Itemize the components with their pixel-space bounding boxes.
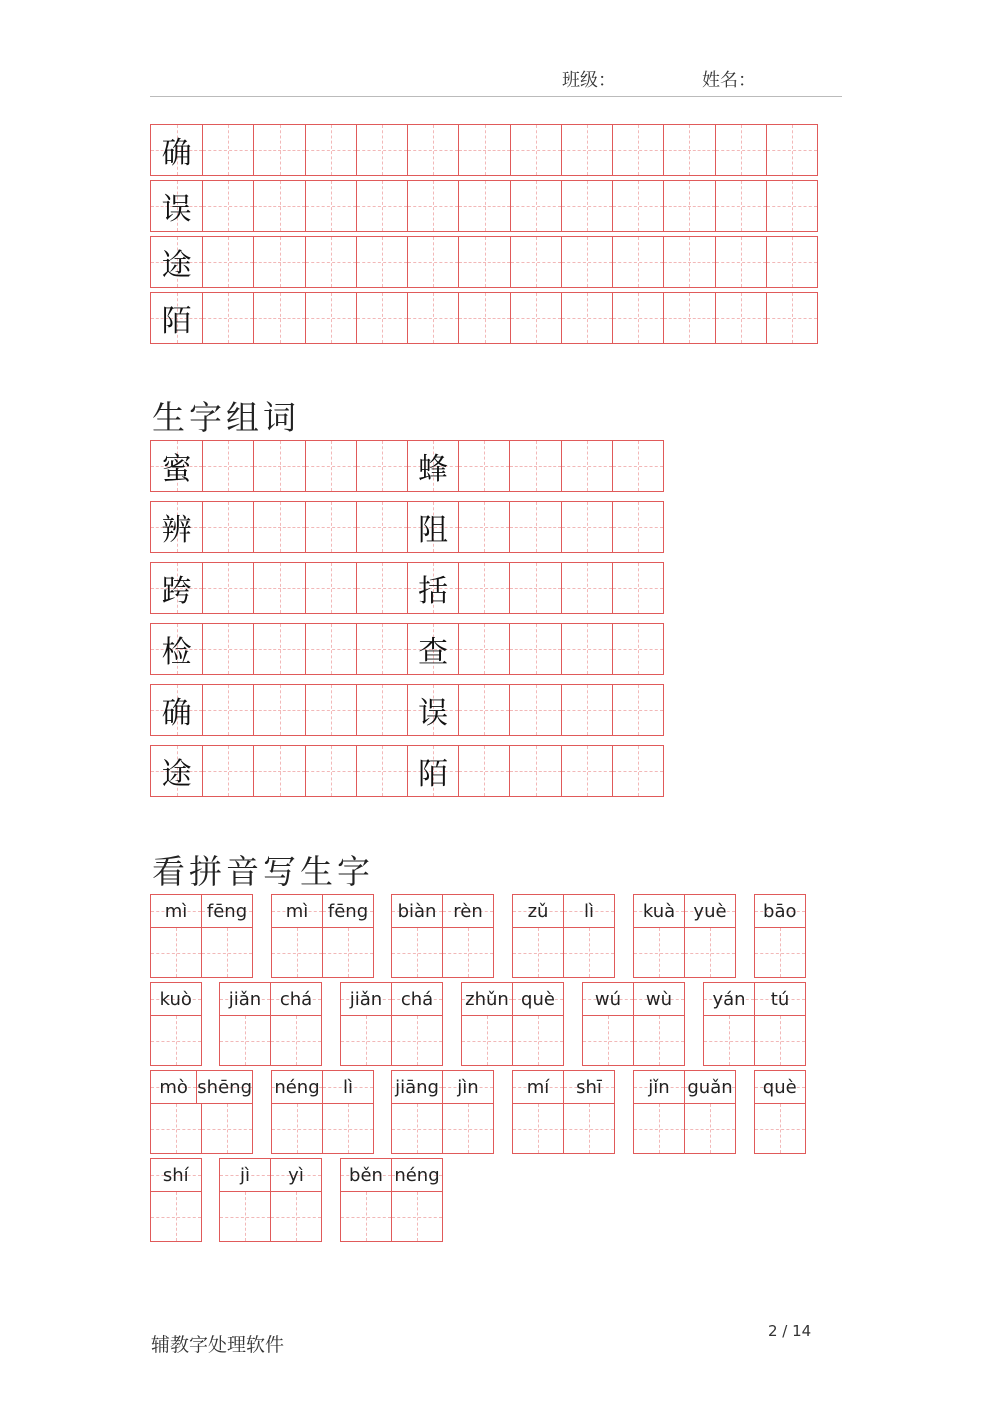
writing-cell[interactable] — [253, 685, 304, 735]
writing-cell[interactable] — [612, 502, 663, 552]
writing-cell[interactable] — [612, 441, 663, 491]
answer-cell[interactable] — [272, 928, 322, 977]
pinyin-label: wú — [583, 983, 633, 1015]
writing-cell[interactable] — [305, 237, 356, 287]
pinyin-label: chá — [270, 983, 321, 1015]
pinyin-label: mò — [151, 1071, 196, 1103]
word-character: 括 — [407, 563, 458, 613]
writing-cell[interactable] — [612, 563, 663, 613]
footer-text: 辅教字处理软件 — [151, 1334, 285, 1356]
word-row — [150, 562, 664, 614]
writing-cell[interactable] — [407, 125, 458, 175]
writing-cell[interactable] — [253, 441, 304, 491]
pinyin-group — [340, 1158, 443, 1242]
pinyin-label: běn — [341, 1159, 391, 1191]
writing-cell[interactable] — [663, 181, 714, 231]
answer-cell[interactable] — [684, 1104, 735, 1153]
writing-cell[interactable] — [766, 181, 817, 231]
writing-cell[interactable] — [356, 125, 407, 175]
pinyin-label: zǔ — [513, 895, 563, 927]
writing-cell[interactable] — [202, 563, 253, 613]
pinyin-group — [633, 894, 736, 978]
model-character: 误 — [151, 181, 202, 231]
pinyin-label: guǎn — [684, 1071, 735, 1103]
writing-cell[interactable] — [253, 293, 304, 343]
writing-cell[interactable] — [458, 624, 509, 674]
pinyin-label: mì — [272, 895, 322, 927]
answer-cell[interactable] — [151, 1104, 201, 1153]
writing-cell[interactable] — [356, 685, 407, 735]
answer-cell[interactable] — [322, 1104, 373, 1153]
writing-cell[interactable] — [510, 237, 561, 287]
answer-cell[interactable] — [272, 1104, 322, 1153]
writing-cell[interactable] — [509, 746, 560, 796]
pinyin-label: tú — [754, 983, 805, 1015]
pinyin-label: yì — [270, 1159, 321, 1191]
writing-cell[interactable] — [458, 746, 509, 796]
pinyin-label: mí — [513, 1071, 563, 1103]
word-character: 检 — [151, 624, 202, 674]
pinyin-group — [582, 982, 685, 1066]
answer-cell[interactable] — [634, 1104, 684, 1153]
answer-cell[interactable] — [392, 1104, 442, 1153]
writing-cell[interactable] — [458, 181, 509, 231]
answer-cell[interactable] — [391, 1016, 442, 1065]
writing-cell[interactable] — [561, 441, 612, 491]
writing-cell[interactable] — [715, 125, 766, 175]
pinyin-label: wù — [633, 983, 684, 1015]
writing-cell[interactable] — [458, 502, 509, 552]
word-character: 确 — [151, 685, 202, 735]
writing-cell[interactable] — [356, 563, 407, 613]
word-row — [150, 440, 664, 492]
pinyin-group — [391, 894, 494, 978]
writing-cell[interactable] — [407, 237, 458, 287]
pinyin-group — [512, 894, 615, 978]
pinyin-label: shī — [563, 1071, 614, 1103]
pinyin-group — [340, 982, 443, 1066]
writing-cell[interactable] — [458, 563, 509, 613]
pinyin-label: shēng — [196, 1071, 252, 1103]
writing-cell[interactable] — [356, 441, 407, 491]
pinyin-group — [461, 982, 564, 1066]
answer-cell[interactable] — [634, 928, 684, 977]
pinyin-group — [150, 982, 202, 1066]
writing-cell[interactable] — [612, 746, 663, 796]
answer-cell[interactable] — [563, 928, 614, 977]
pinyin-label: shí — [151, 1159, 201, 1191]
writing-cell[interactable] — [766, 237, 817, 287]
pinyin-label: kuà — [634, 895, 684, 927]
answer-cell[interactable] — [151, 1016, 201, 1065]
writing-cell[interactable] — [766, 293, 817, 343]
section-title-pinyin: 看拼音写生字 — [152, 852, 374, 891]
answer-cell[interactable] — [512, 1016, 563, 1065]
pinyin-group — [150, 894, 253, 978]
word-row — [150, 684, 664, 736]
pinyin-label: lì — [563, 895, 614, 927]
answer-cell[interactable] — [270, 1192, 321, 1241]
writing-cell[interactable] — [458, 441, 509, 491]
answer-cell[interactable] — [151, 928, 201, 977]
writing-cell[interactable] — [561, 293, 612, 343]
answer-cell[interactable] — [341, 1192, 391, 1241]
practice-row — [150, 180, 818, 232]
answer-cell[interactable] — [322, 928, 373, 977]
writing-cell[interactable] — [253, 502, 304, 552]
writing-cell[interactable] — [202, 125, 253, 175]
pinyin-label: lì — [322, 1071, 373, 1103]
writing-cell[interactable] — [253, 125, 304, 175]
word-character: 误 — [407, 685, 458, 735]
writing-cell[interactable] — [561, 237, 612, 287]
pinyin-label: fēng — [201, 895, 252, 927]
answer-cell[interactable] — [201, 928, 252, 977]
writing-cell[interactable] — [305, 685, 356, 735]
answer-cell[interactable] — [513, 1104, 563, 1153]
writing-cell[interactable] — [202, 685, 253, 735]
model-character: 确 — [151, 125, 202, 175]
writing-cell[interactable] — [356, 293, 407, 343]
writing-cell[interactable] — [305, 502, 356, 552]
answer-cell[interactable] — [270, 1016, 321, 1065]
pinyin-label: jiǎn — [341, 983, 391, 1015]
writing-cell[interactable] — [510, 125, 561, 175]
pinyin-group — [512, 1070, 615, 1154]
writing-cell[interactable] — [715, 293, 766, 343]
pinyin-group — [271, 894, 374, 978]
writing-cell[interactable] — [663, 125, 714, 175]
answer-cell[interactable] — [442, 928, 493, 977]
writing-cell[interactable] — [305, 624, 356, 674]
word-row — [150, 501, 664, 553]
writing-cell[interactable] — [612, 293, 663, 343]
writing-cell[interactable] — [202, 181, 253, 231]
answer-cell[interactable] — [755, 1104, 805, 1153]
writing-cell[interactable] — [356, 746, 407, 796]
writing-cell[interactable] — [612, 181, 663, 231]
pinyin-group — [703, 982, 806, 1066]
section-title-words: 生字组词 — [152, 398, 300, 437]
practice-row — [150, 236, 818, 288]
pinyin-group — [754, 1070, 806, 1154]
writing-cell[interactable] — [510, 181, 561, 231]
writing-cell[interactable] — [356, 181, 407, 231]
pinyin-label: kuò — [151, 983, 201, 1015]
writing-cell[interactable] — [510, 293, 561, 343]
answer-cell[interactable] — [633, 1016, 684, 1065]
answer-cell[interactable] — [341, 1016, 391, 1065]
pinyin-label: néng — [391, 1159, 442, 1191]
writing-cell[interactable] — [458, 293, 509, 343]
answer-cell[interactable] — [442, 1104, 493, 1153]
pinyin-label: què — [512, 983, 563, 1015]
word-row — [150, 745, 664, 797]
pinyin-label: jiāng — [392, 1071, 442, 1103]
pinyin-label: jǐn — [634, 1071, 684, 1103]
writing-cell[interactable] — [561, 125, 612, 175]
writing-cell[interactable] — [253, 563, 304, 613]
writing-cell[interactable] — [202, 624, 253, 674]
answer-cell[interactable] — [220, 1016, 270, 1065]
word-row — [150, 623, 664, 675]
page-number: 2 / 14 — [768, 1322, 812, 1340]
pinyin-label: zhǔn — [462, 983, 512, 1015]
writing-cell[interactable] — [561, 685, 612, 735]
pinyin-label: bāo — [755, 895, 805, 927]
word-character: 蜜 — [151, 441, 202, 491]
pinyin-label: rèn — [442, 895, 493, 927]
model-character: 途 — [151, 237, 202, 287]
answer-cell[interactable] — [563, 1104, 614, 1153]
pinyin-group — [754, 894, 806, 978]
writing-cell[interactable] — [509, 502, 560, 552]
writing-cell[interactable] — [305, 125, 356, 175]
writing-cell[interactable] — [509, 685, 560, 735]
model-character: 陌 — [151, 293, 202, 343]
writing-cell[interactable] — [766, 125, 817, 175]
writing-cell[interactable] — [202, 746, 253, 796]
writing-cell[interactable] — [458, 125, 509, 175]
writing-cell[interactable] — [305, 293, 356, 343]
pinyin-label: biàn — [392, 895, 442, 927]
word-character: 阻 — [407, 502, 458, 552]
writing-cell[interactable] — [509, 441, 560, 491]
pinyin-label: què — [755, 1071, 805, 1103]
pinyin-label: chá — [391, 983, 442, 1015]
practice-row — [150, 292, 818, 344]
word-character: 陌 — [407, 746, 458, 796]
word-character: 跨 — [151, 563, 202, 613]
pinyin-label: yuè — [684, 895, 735, 927]
answer-cell[interactable] — [201, 1104, 252, 1153]
writing-cell[interactable] — [458, 237, 509, 287]
writing-cell[interactable] — [509, 563, 560, 613]
word-character: 辨 — [151, 502, 202, 552]
writing-cell[interactable] — [253, 181, 304, 231]
practice-row — [150, 124, 818, 176]
writing-cell[interactable] — [253, 237, 304, 287]
writing-cell[interactable] — [253, 746, 304, 796]
answer-cell[interactable] — [704, 1016, 754, 1065]
pinyin-group — [271, 1070, 374, 1154]
pinyin-label: fēng — [322, 895, 373, 927]
pinyin-group — [150, 1158, 202, 1242]
answer-cell[interactable] — [513, 928, 563, 977]
writing-cell[interactable] — [561, 502, 612, 552]
writing-cell[interactable] — [356, 237, 407, 287]
writing-cell[interactable] — [305, 441, 356, 491]
writing-cell[interactable] — [305, 563, 356, 613]
class-label: 班级： — [562, 70, 616, 91]
answer-cell[interactable] — [391, 1192, 442, 1241]
pinyin-label: jiǎn — [220, 983, 270, 1015]
writing-cell[interactable] — [561, 181, 612, 231]
pinyin-group — [150, 1070, 253, 1154]
writing-cell[interactable] — [612, 624, 663, 674]
pinyin-group — [391, 1070, 494, 1154]
writing-cell[interactable] — [202, 502, 253, 552]
header-divider — [150, 96, 842, 97]
writing-cell[interactable] — [305, 746, 356, 796]
writing-cell[interactable] — [407, 293, 458, 343]
answer-cell[interactable] — [583, 1016, 633, 1065]
pinyin-label: néng — [272, 1071, 322, 1103]
writing-cell[interactable] — [612, 685, 663, 735]
writing-cell[interactable] — [561, 563, 612, 613]
writing-cell[interactable] — [663, 237, 714, 287]
pinyin-group — [219, 982, 322, 1066]
writing-cell[interactable] — [612, 125, 663, 175]
answer-cell[interactable] — [462, 1016, 512, 1065]
writing-cell[interactable] — [509, 624, 560, 674]
writing-cell[interactable] — [663, 293, 714, 343]
answer-cell[interactable] — [220, 1192, 270, 1241]
word-character: 途 — [151, 746, 202, 796]
writing-cell[interactable] — [715, 237, 766, 287]
answer-cell[interactable] — [392, 928, 442, 977]
pinyin-label: mì — [151, 895, 201, 927]
answer-cell[interactable] — [684, 928, 735, 977]
writing-cell[interactable] — [715, 181, 766, 231]
writing-cell[interactable] — [202, 237, 253, 287]
writing-cell[interactable] — [612, 237, 663, 287]
writing-cell[interactable] — [561, 746, 612, 796]
writing-cell[interactable] — [458, 685, 509, 735]
writing-cell[interactable] — [202, 293, 253, 343]
writing-cell[interactable] — [202, 441, 253, 491]
writing-cell[interactable] — [407, 181, 458, 231]
pinyin-group — [219, 1158, 322, 1242]
pinyin-label: jìn — [442, 1071, 493, 1103]
word-character: 查 — [407, 624, 458, 674]
writing-cell[interactable] — [253, 624, 304, 674]
answer-cell[interactable] — [755, 928, 805, 977]
writing-cell[interactable] — [356, 502, 407, 552]
pinyin-group — [633, 1070, 736, 1154]
word-character: 蜂 — [407, 441, 458, 491]
pinyin-label: yán — [704, 983, 754, 1015]
writing-cell[interactable] — [305, 181, 356, 231]
writing-cell[interactable] — [356, 624, 407, 674]
answer-cell[interactable] — [151, 1192, 201, 1241]
name-label: 姓名： — [702, 70, 756, 91]
answer-cell[interactable] — [754, 1016, 805, 1065]
writing-cell[interactable] — [561, 624, 612, 674]
pinyin-label: jì — [220, 1159, 270, 1191]
